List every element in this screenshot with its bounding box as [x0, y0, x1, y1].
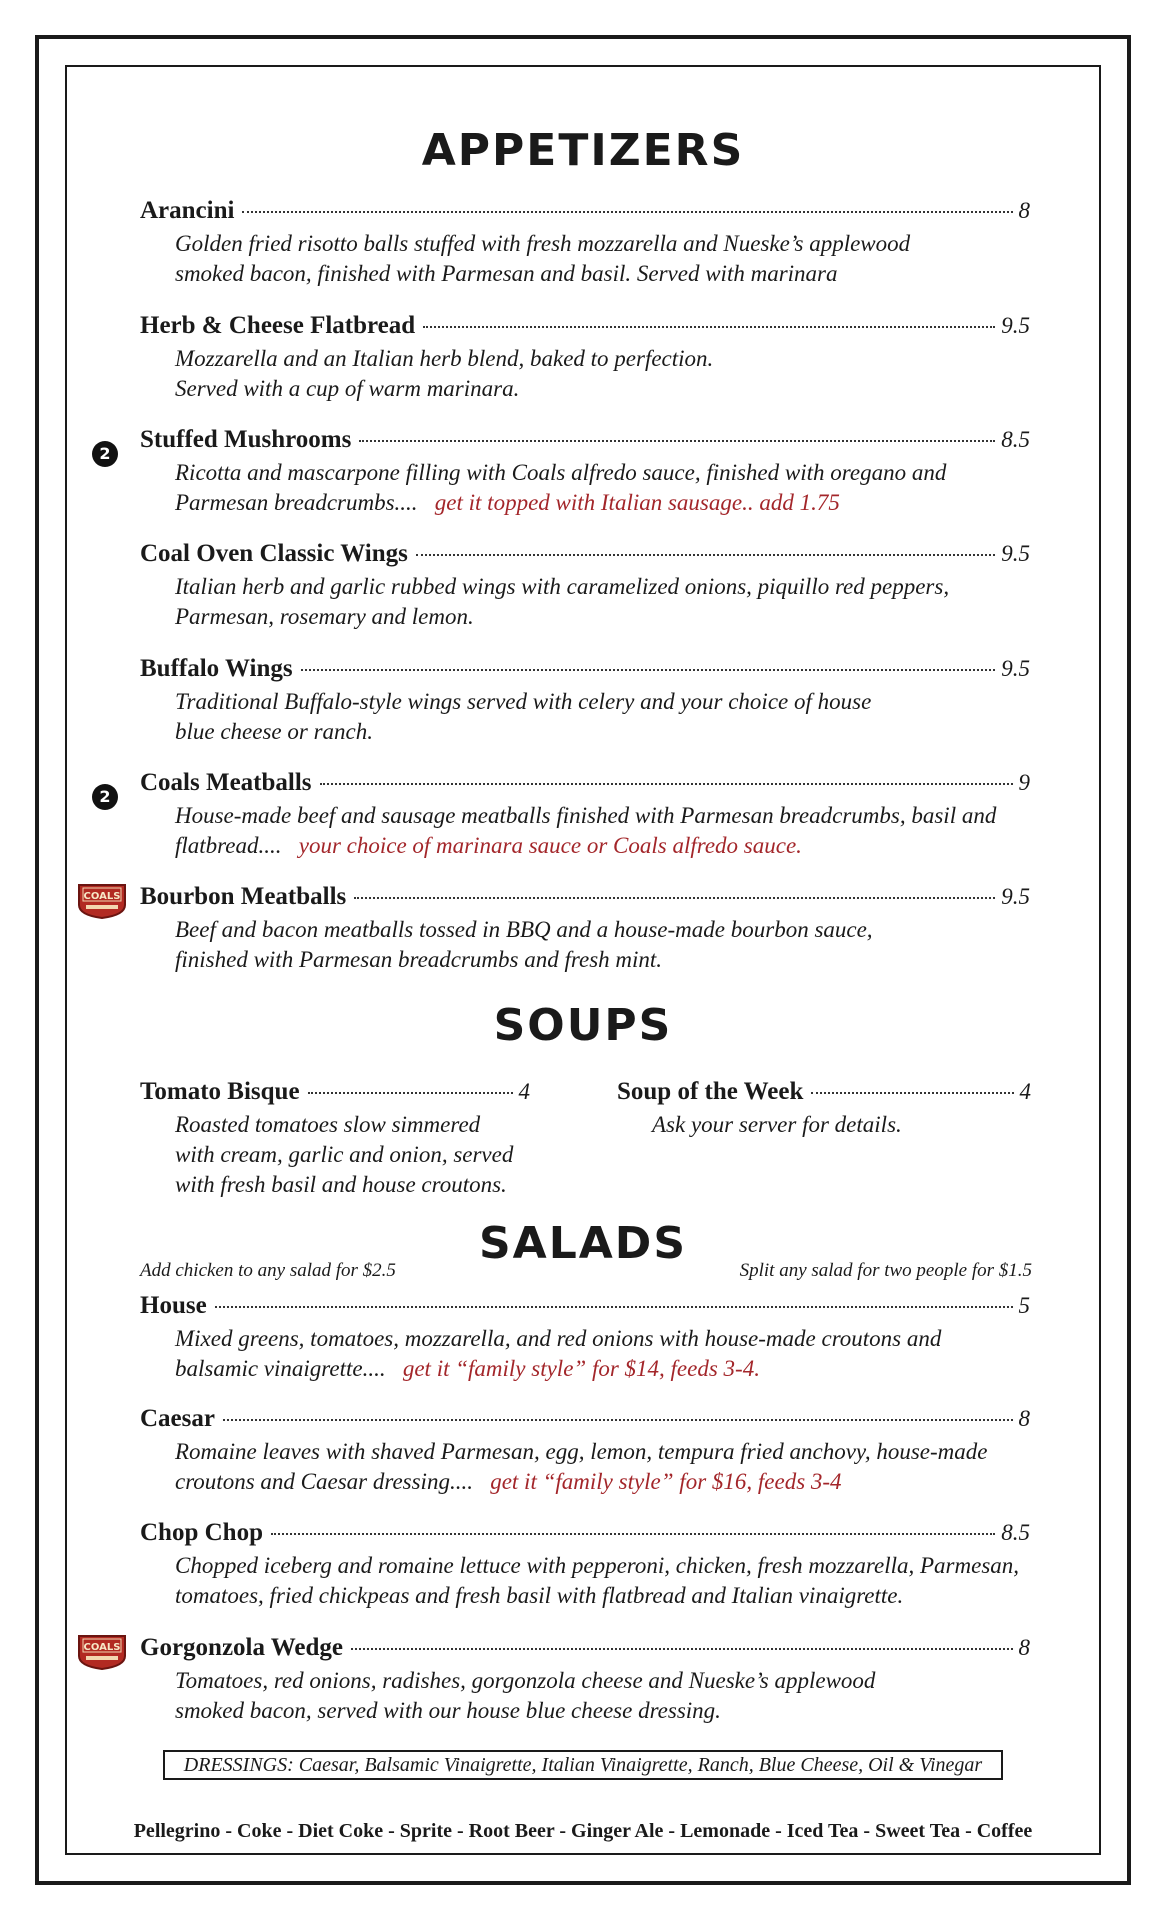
item-name: Stuffed Mushrooms	[140, 426, 352, 453]
item-addon: get it “family style” for $16, feeds 3-4	[490, 1469, 842, 1494]
item-name: Herb & Cheese Flatbread	[140, 312, 416, 339]
item-price: 9	[1018, 770, 1030, 795]
item-price: 9.5	[1001, 313, 1030, 338]
item-description: Golden fried risotto balls stuffed with fresh mozzarella and Nueske’s applewood smoked bacon, finished with Parmesan and basil. Served with marinara	[175, 231, 911, 286]
appetizers-title: APPETIZERS	[421, 125, 745, 176]
item-description: Romaine leaves with shaved Parmesan, egg, lemon, tempura fried anchovy, house-made croutons and Caesar dressing....	[175, 1439, 988, 1494]
menu-item	[140, 426, 1030, 518]
item-addon: get it topped with Italian sausage.. add 1.75	[434, 490, 840, 515]
menu-item	[140, 540, 1030, 632]
item-name: Chop Chop	[140, 1519, 263, 1546]
item-price: 9.5	[1001, 541, 1030, 566]
logo-text: COALS	[83, 1642, 121, 1653]
two-servings-badge: 2	[92, 441, 118, 467]
drinks-list: Pellegrino - Coke - Diet Coke - Sprite - Root Beer - Ginger Ale - Lemonade - Iced Tea - Sweet Tea - Coffee	[133, 1820, 1033, 1842]
item-addon: get it “family style” for $14, feeds 3-4.	[402, 1356, 760, 1381]
menu-item	[140, 1292, 1030, 1384]
item-description: Ricotta and mascarpone filling with Coals alfredo sauce, finished with oregano and Parmesan breadcrumbs....	[175, 460, 947, 515]
item-name: Coal Oven Classic Wings	[140, 540, 408, 567]
menu-item	[140, 1519, 1030, 1611]
item-description: Beef and bacon meatballs tossed in BBQ and a house-made bourbon sauce, finished with Parmesan breadcrumbs and fresh mint.	[175, 917, 873, 972]
salad-note-left: Add chicken to any salad for $2.5	[140, 1260, 396, 1281]
item-description: Roasted tomatoes slow simmered with cream, garlic and onion, served with fresh basil and house croutons.	[175, 1112, 514, 1197]
salad-note-right: Split any salad for two people for $1.5	[739, 1260, 1032, 1281]
item-price: 9.5	[1001, 656, 1030, 681]
item-price: 4	[1019, 1079, 1031, 1104]
item-description: Ask your server for details.	[652, 1112, 902, 1137]
item-name: Arancini	[140, 197, 235, 224]
item-description: Italian herb and garlic rubbed wings with caramelized onions, piquillo red peppers, Parmesan, rosemary and lemon.	[175, 574, 950, 629]
item-addon: your choice of marinara sauce or Coals alfredo sauce.	[298, 833, 802, 858]
item-name: Tomato Bisque	[140, 1078, 300, 1105]
item-name: Buffalo Wings	[140, 655, 293, 682]
logo-text: COALS	[83, 891, 121, 902]
menu-item	[140, 1634, 1030, 1726]
salads-title: SALADS	[478, 1218, 688, 1269]
item-description: Tomatoes, red onions, radishes, gorgonzola cheese and Nueske’s applewood smoked bacon, served with our house blue cheese dressing.	[175, 1668, 876, 1723]
two-servings-badge: 2	[92, 784, 118, 810]
item-name: Bourbon Meatballs	[140, 883, 347, 910]
menu-item	[140, 1078, 530, 1200]
menu-item	[140, 883, 1030, 975]
item-price: 8.5	[1001, 1520, 1030, 1545]
item-description: House-made beef and sausage meatballs finished with Parmesan breadcrumbs, basil and flatbread....	[175, 803, 997, 858]
item-price: 8	[1018, 198, 1030, 223]
item-name: House	[140, 1292, 207, 1319]
menu-item	[140, 1405, 1030, 1497]
menu-item	[140, 655, 1030, 747]
item-price: 8	[1018, 1635, 1030, 1660]
soups-title: SOUPS	[493, 1000, 673, 1051]
item-name: Gorgonzola Wedge	[140, 1634, 344, 1661]
item-name: Caesar	[140, 1405, 215, 1432]
item-name: Soup of the Week	[617, 1078, 804, 1105]
menu-item	[140, 769, 1030, 861]
item-description: Mixed greens, tomatoes, mozzarella, and red onions with house-made croutons and balsamic vinaigrette....	[175, 1326, 942, 1381]
menu-item	[617, 1078, 1031, 1140]
coals-logo	[77, 1632, 127, 1670]
item-name: Coals Meatballs	[140, 769, 312, 796]
item-price: 8.5	[1001, 427, 1030, 452]
item-price: 4	[518, 1079, 530, 1104]
item-price: 9.5	[1001, 884, 1030, 909]
menu-item	[140, 197, 1030, 289]
item-price: 5	[1018, 1293, 1030, 1318]
menu-item	[140, 312, 1030, 404]
dressings-box: DRESSINGS: Caesar, Balsamic Vinaigrette, Italian Vinaigrette, Ranch, Blue Cheese, Oil & Vinegar	[163, 1750, 1003, 1780]
item-price: 8	[1018, 1406, 1030, 1431]
item-description: Mozzarella and an Italian herb blend, baked to perfection. Served with a cup of warm marinara.	[175, 346, 714, 401]
item-description: Chopped iceberg and romaine lettuce with pepperoni, chicken, fresh mozzarella, Parmesan, tomatoes, fried chickpeas and fresh basil with flatbread and Italian vinaigrette.	[175, 1553, 1020, 1608]
coals-logo	[77, 881, 127, 919]
item-description: Traditional Buffalo-style wings served with celery and your choice of house blue cheese or ranch.	[175, 689, 872, 744]
